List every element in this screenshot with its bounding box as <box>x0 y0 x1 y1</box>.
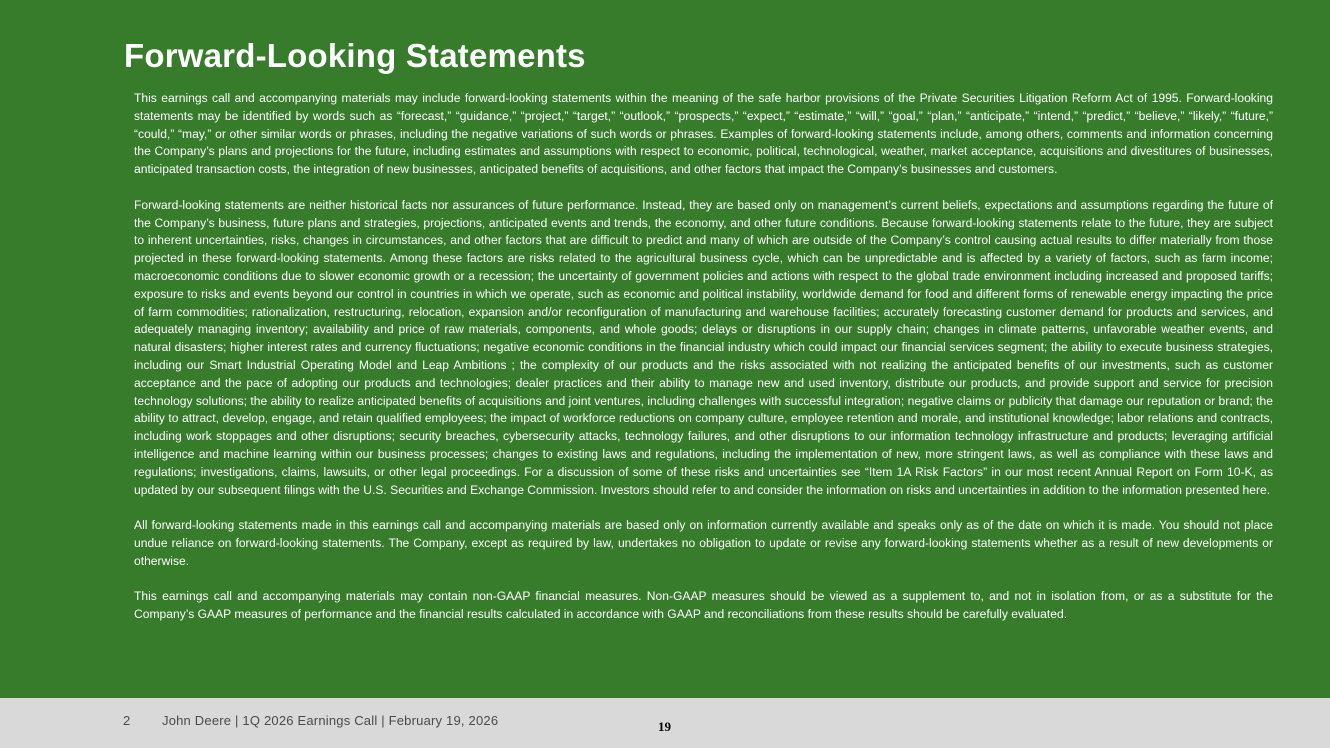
paragraph-risk-factors: Forward-looking statements are neither historical facts nor assurances of future performance. Instead, they are based only on management’s current beliefs, expectations and assumptions regarding the future of the Company’s business, future plans and strategies, projections, anticipated events and trends, the economy, and other future conditions. Because forward-looking statements relate to the future, they are subject to inherent uncertainties, risks, changes in circumstances, and other factors that are difficult to predict and many of which are outside of the Company’s control causing actual results to differ materially from those projected in these forward-looking statements. Among these factors are risks related to the agricultural business cycle, which can be unpredictable and is affected by a variety of factors, such as farm income; macroeconomic conditions due to slower economic growth or a recession; the uncertainty of government policies and actions with respect to the global trade environment including increased and proposed tariffs; exposure to risks and events beyond our control in countries in which we operate, such as economic and political instability, worldwide demand for food and different forms of renewable energy impacting the price of farm commodities; rationalization, restructuring, relocation, expansion and/or reconfiguration of manufacturing and warehouse facilities; accurately forecasting customer demand for products and services, and adequately managing inventory; availability and price of raw materials, components, and whole goods; delays or disruptions in our supply chain; changes in climate patterns, unfavorable weather events, and natural disasters; higher interest rates and currency fluctuations; negative economic conditions in the financial industry which could impact our financial services segment; the ability to execute business strategies, including our Smart Industrial Operating Model and Leap Ambitions ; the complexity of our products and the risks associated with not realizing the anticipated benefits of our investments, such as customer acceptance and the pace of adopting our products and technologies; dealer practices and their ability to manage new and used inventory, distribute our products, and provide support and service for precision technology solutions; the ability to realize anticipated benefits of acquisitions and joint ventures, including challenges with successful integration; negative claims or publicity that damage our reputation or brand; the ability to attract, develop, engage, and retain qualified employees; the impact of workforce reductions on company culture, employee retention and morale, and institutional knowledge; labor relations and contracts, including work stoppages and other disruptions; security breaches, cybersecurity attacks, technology failures, and other disruptions to our information technology infrastructure and products; leveraging artificial intelligence and machine learning within our business processes; changes to existing laws and regulations, including the implementation of new, more stringent laws, as well as compliance with these laws and regulations; investigations, claims, lawsuits, or other legal proceedings. For a discussion of some of these risks and uncertainties see “Item 1A Risk Factors” in our most recent Annual Report on Form 10-K, as updated by our subsequent filings with the U.S. Securities and Exchange Commission. Investors should refer to and consider the information on risks and uncertainties in addition to the information presented here. <box>134 197 1273 497</box>
paragraph-safe-harbor: This earnings call and accompanying materials may include forward-looking statements within the meaning of the safe harbor provisions of the Private Securities Litigation Reform Act of 1995. Forward-looking statements may be identified by words such as “forecast,” “guidance,” “project,” “target,” “outlook,” “prospects,” “expect,” “estimate,” “will,” “goal,” “plan,” “anticipate,” “intend,” “predict,” “believe,” “likely,” “future,” “could,” “may,” or other similar words or phrases, including the negative variations of such words or phrases. Examples of forward-looking statements include, among others, comments and information concerning the Company’s plans and projections for the future, including estimates and assumptions with respect to economic, political, technological, weather, market acceptance, acquisitions and divestitures of businesses, anticipated transaction costs, the integration of new businesses, anticipated benefits of acquisitions, and other factors that impact the Company’s businesses and customers. <box>134 91 1273 177</box>
footer-caption: John Deere | 1Q 2026 Earnings Call | February 19, 2026 <box>162 713 499 728</box>
footer-page-number: 2 <box>123 713 131 728</box>
footer-bar <box>0 698 1330 748</box>
footer-slide-number: 19 <box>658 719 671 734</box>
paragraph-non-gaap: This earnings call and accompanying materials may contain non-GAAP financial measures. Non-GAAP measures should be viewed as a supplement to, and not in isolation from, or as a substitute for the Company’s GAAP measures of performance and the financial results calculated in accordance with GAAP and reconciliations from these results should be carefully evaluated. <box>134 589 1273 622</box>
disclaimer-body <box>134 90 1273 624</box>
paragraph-no-obligation: All forward-looking statements made in this earnings call and accompanying materials are based only on information currently available and speaks only as of the date on which it is made. You should not place undue reliance on forward-looking statements. The Company, except as required by law, undertakes no obligation to update or revise any forward-looking statements whether as a result of new developments or otherwise. <box>134 518 1273 568</box>
page-title: Forward-Looking Statements <box>124 37 586 74</box>
